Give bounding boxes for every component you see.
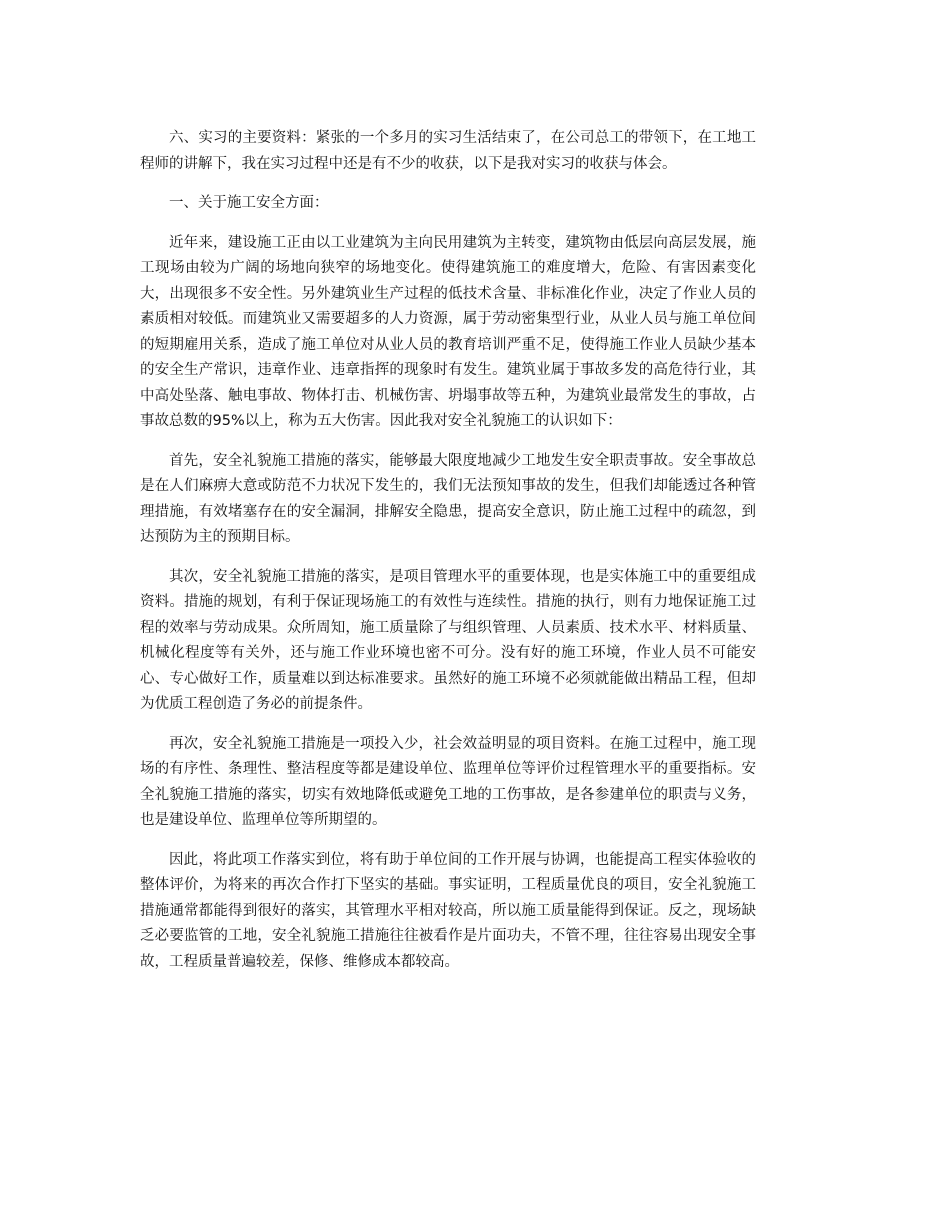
paragraph-industry-background: 近年来，建设施工正由以工业建筑为主向民用建筑为主转变，建筑物由低层向高层发展，施工现场由较为广阔的场地向狭窄的场地变化。使得建筑施工的难度增大，危险、有害因素变化大，出现很多不安全性。另外建筑业生产过程的低技术含量、非标准化作业，决定了作业人员的素质相对较低。而建筑业又需要超多的人力资源，属于劳动密集型行业，从业人员与施工单位间的短期雇用关系，造成了施工单位对从业人员的教育培训严重不足，使得施工作业人员缺少基本的安全生产常识，违章作业、违章指挥的现象时有发生。建筑业属于事故多发的高危待行业，其中高处坠落、触电事故、物体打击、机械伤害、坍塌事故等五种，为建筑业最常发生的事故，占事故总数的95%以上，称为五大伤害。因此我对安全礼貌施工的认识如下：: [140, 234, 756, 429]
section-heading-construction-safety: 一、关于施工安全方面：: [169, 195, 329, 211]
paragraph-internship-content: 六、实习的主要资料：紧张的一个多月的实习生活结束了，在公司总工的带领下，在工地工程师的讲解下，我在实习过程中还是有不少的收获，以下是我对实习的收获与体会。: [140, 130, 756, 172]
paragraph-second-point: 其次，安全礼貌施工措施的落实，是项目管理水平的重要体现，也是实体施工中的重要组成资料。措施的规划，有利于保证现场施工的有效性与连续性。措施的执行，则有力地保证施工过程的效率与劳动成果。众所周知，施工质量除了与组织管理、人员素质、技术水平、材料质量、机械化程度等有关外，还与施工作业环境也密不可分。没有好的施工环境，作业人员不可能安心、专心做好工作，质量难以到达标准要求。虽然好的施工环境不必须就能做出精品工程，但却为优质工程创造了务必的前提条件。: [140, 568, 756, 712]
paragraph-first-point: 首先，安全礼貌施工措施的落实，能够最大限度地减少工地发生安全职责事故。安全事故总是在人们麻痹大意或防范不力状况下发生的，我们无法预知事故的发生，但我们却能透过各种管理措施，有效堵塞存在的安全漏洞，排解安全隐患，提高安全意识，防止施工过程中的疏忽，到达预防为主的预期目标。: [140, 452, 756, 545]
paragraph-conclusion: 因此，将此项工作落实到位，将有助于单位间的工作开展与协调，也能提高工程实体验收的整体评价，为将来的再次合作打下坚实的基础。事实证明，工程质量优良的项目，安全礼貌施工措施通常都能得到很好的落实，其管理水平相对较高，所以施工质量能得到保证。反之，现场缺乏必要监管的工地，安全礼貌施工措施往往被看作是片面功夫，不管不理，往往容易出现安全事故，工程质量普遍较差，保修、维修成本都较高。: [140, 851, 756, 970]
paragraph-third-point: 再次，安全礼貌施工措施是一项投入少，社会效益明显的项目资料。在施工过程中，施工现场的有序性、条理性、整洁程度等都是建设单位、监理单位等评价过程管理水平的重要指标。安全礼貌施工措施的落实，切实有效地降低或避免工地的工伤事故，是各参建单位的职责与义务，也是建设单位、监理单位等所期望的。: [140, 735, 756, 828]
document-body: [140, 126, 756, 975]
